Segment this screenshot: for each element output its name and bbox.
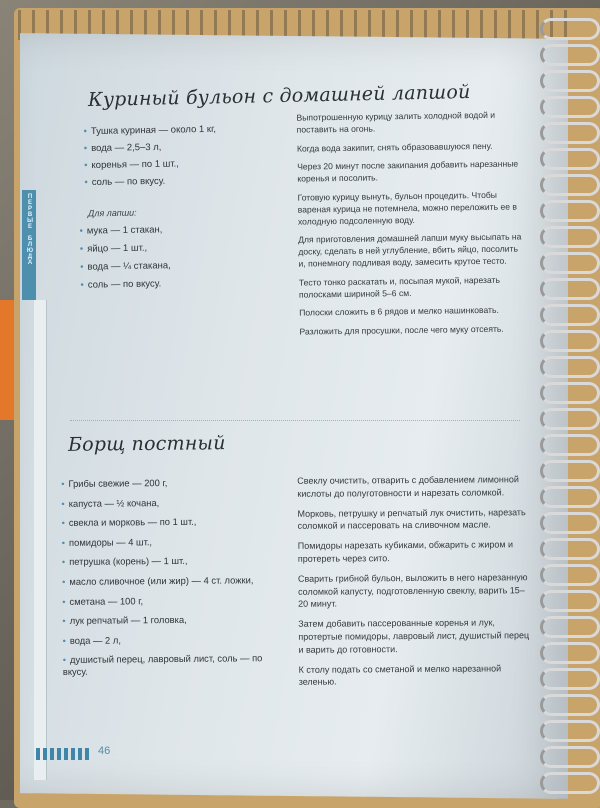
step-paragraph: Когда вода закипит, снять образовавшуюся пену. (296, 140, 493, 154)
recipe2-title: Борщ постный (67, 432, 226, 456)
spiral-ring (540, 616, 600, 638)
list-item: • помидоры — 4 шт., (62, 531, 282, 553)
step-paragraph: Помидоры нарезать кубиками, обжарить с жиром и протереть через сито. (297, 539, 514, 564)
recipe1-title: Куриный бульон с домашней лапшой (87, 80, 471, 112)
orange-book-edge (0, 300, 14, 420)
list-item: • соль — по вкусу. (80, 275, 171, 295)
step-paragraph: Морковь, петрушку и репчатый лук очистить, нарезать соломкой и пассеровать на сливочном масле. (297, 506, 526, 532)
spiral-ring (540, 590, 600, 612)
spiral-ring (540, 148, 600, 170)
spiral-ring (540, 512, 600, 534)
section-tab-label: ПЕРВЫЕ БЛЮДА (27, 194, 33, 266)
spiral-ring (540, 122, 600, 144)
footer-ornament (36, 748, 92, 760)
list-item: • свекла и морковь — по 1 шт., (61, 511, 281, 533)
spiral-ring (540, 18, 600, 40)
spiral-ring (540, 564, 600, 586)
recipe2-ingredients (61, 472, 283, 678)
spiral-ring (540, 460, 600, 482)
step-paragraph: Затем добавить пассерованные коренья и лук, протертые помидоры, лавровый лист, душистый перец и варить до готовности. (298, 617, 530, 655)
list-item: • масло сливочное (или жир) — 4 ст. ложки, (62, 570, 282, 592)
list-item: • вода — 2 л, (62, 629, 282, 651)
page-number: 46 (98, 745, 111, 757)
list-item: • яйцо — 1 шт., (80, 239, 171, 259)
recipe-divider (70, 420, 520, 421)
step-paragraph: Сварить грибной бульон, выложить в него нарезанную соломкой капусту, подготовленную свеклу, варить 15–20 минут. (297, 572, 528, 610)
noodle-ingredients (79, 221, 171, 295)
list-item: • капуста — ½ кочана, (61, 492, 281, 514)
spiral-ring (540, 44, 600, 66)
spiral-ring (540, 330, 600, 352)
spiral-ring (540, 668, 600, 690)
list-item: • мука — 1 стакан, (79, 221, 170, 241)
list-item: • душистый перец, лавровый лист, соль — по вкусу. (63, 648, 283, 678)
spiral-ring (540, 434, 600, 456)
recipe2-steps (297, 473, 531, 696)
spiral-ring (540, 694, 600, 716)
list-item: • коренья — по 1 шт., (84, 155, 217, 174)
spiral-ring (540, 252, 600, 274)
step-paragraph: Для приготовления домашней лапши муку высыпать на доску, сделать в ней углубление, вбить яйцо, посолить и, понемногу подливая воду, замесить крутое тесто. (298, 231, 522, 269)
spiral-ring (540, 174, 600, 196)
noodles-label: Для лапши: (87, 207, 137, 219)
spiral-ring (540, 486, 600, 508)
page-tab-strip (34, 300, 47, 780)
step-paragraph: Свеклу очистить, отварить с добавлением лимонной кислоты до полуготовности и нарезать соломкой. (297, 474, 519, 499)
list-item: • Грибы свежие — 200 г, (61, 472, 281, 494)
spiral-ring (540, 70, 600, 92)
recipe1-ingredients (83, 121, 217, 191)
list-item: • вода — 2,5–3 л, (84, 138, 217, 157)
spiral-ring (540, 746, 600, 768)
list-item: • вода — ¼ стакана, (80, 257, 171, 277)
list-item: • лук репчатый — 1 головка, (62, 609, 282, 631)
spiral-ring (540, 96, 600, 118)
spiral-ring (540, 408, 600, 430)
spiral-ring (540, 226, 600, 248)
spiral-ring (540, 642, 600, 664)
spiral-ring (540, 538, 600, 560)
spiral-ring (540, 200, 600, 222)
step-paragraph: К столу подать со сметаной и мелко нарезанной зеленью. (298, 663, 502, 688)
list-item: • петрушка (корень) — 1 шт., (62, 550, 282, 572)
spiral-ring (540, 382, 600, 404)
spiral-ring (540, 720, 600, 742)
list-item: • сметана — 100 г, (62, 590, 282, 612)
spiral-ring (540, 772, 600, 794)
step-paragraph: Тесто тонко раскатать и, посыпая мукой, нарезать полосками шириной 5–6 см. (298, 274, 500, 300)
step-paragraph: Полоски сложить в 6 рядов и мелко нашинковать. (299, 304, 499, 318)
section-tab[interactable] (22, 190, 36, 300)
step-paragraph: Через 20 минут после закипания добавить нарезанные коренья и посолить. (297, 158, 519, 184)
spiral-ring (540, 278, 600, 300)
spiral-binding (540, 10, 600, 800)
recipe1-steps (296, 108, 525, 343)
step-paragraph: Готовую курицу вынуть, бульон процедить. Чтобы вареная курица не потемнела, можно переложить ее в холодную подсоленную воду. (297, 189, 518, 227)
list-item: • соль — по вкусу. (84, 172, 217, 191)
spiral-ring (540, 304, 600, 326)
step-paragraph: Разложить для просушки, после чего муку отсеять. (299, 323, 504, 337)
spiral-ring (540, 356, 600, 378)
step-paragraph: Выпотрошенную курицу залить холодной водой и поставить на огонь. (296, 109, 496, 135)
list-item: • Тушка куриная — около 1 кг, (83, 121, 216, 140)
